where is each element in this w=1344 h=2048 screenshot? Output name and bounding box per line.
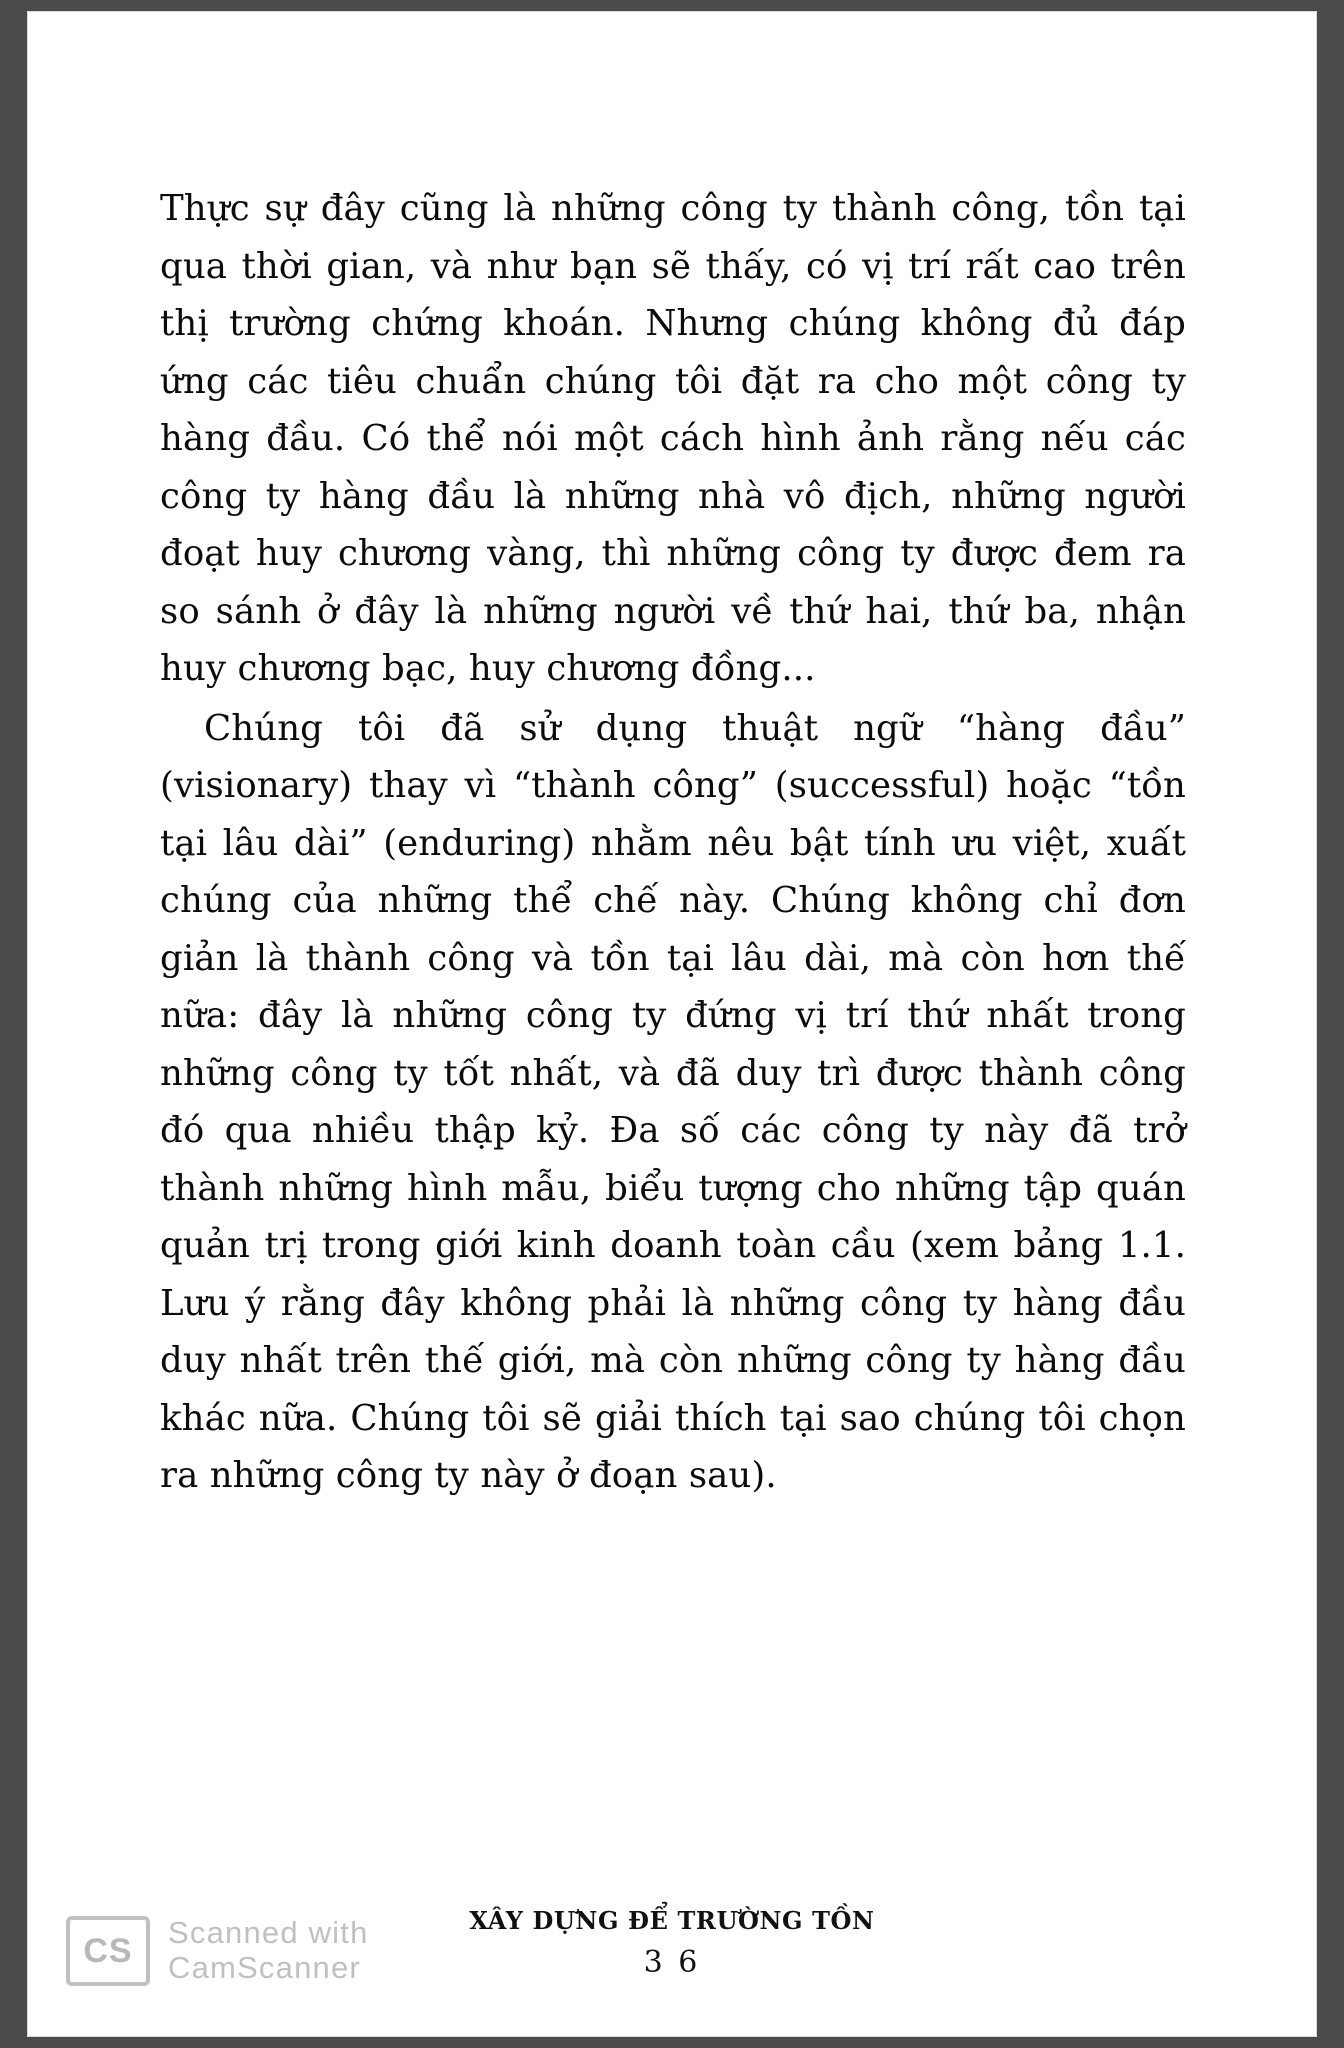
camscanner-watermark xyxy=(66,1916,369,1986)
document-page xyxy=(28,12,1316,2036)
camscanner-logo-icon: CS xyxy=(66,1916,150,1986)
paragraph: Thực sự đây cũng là những công ty thành công, tồn tại qua thời gian, và như bạn sẽ thấy, có vị trí rất cao trên thị trường chứng khoán. Nhưng chúng không đủ đáp ứng các tiêu chuẩn chúng tôi đặt ra cho một công ty hàng đầu. Có thể nói một cách hình ảnh rằng nếu các công ty hàng đầu là những nhà vô địch, những người đoạt huy chương vàng, thì những công ty được đem ra so sánh ở đây là những người về thứ hai, thứ ba, nhận huy chương bạc, huy chương đồng... xyxy=(160,188,1186,689)
camscanner-watermark-text xyxy=(168,1916,369,1985)
page-number: 3 6 xyxy=(643,1945,701,1980)
watermark-line-2: CamScanner xyxy=(168,1950,361,1985)
paragraph: Chúng tôi đã sử dụng thuật ngữ “hàng đầu” (visionary) thay vì “thành công” (successful) hoặc “tồn tại lâu dài” (enduring) nhằm nêu bật tính ưu việt, xuất chúng của những thể chế này. Chúng không chỉ đơn giản là thành công và tồn tại lâu dài, mà còn hơn thế nữa: đây là những công ty đứng vị trí thứ nhất trong những công ty tốt nhất, và đã duy trì được thành công đó qua nhiều thập kỷ. Đa số các công ty này đã trở thành những hình mẫu, biểu tượng cho những tập quán quản trị trong giới kinh doanh toàn cầu (xem bảng 1.1. Lưu ý rằng đây không phải là những công ty hàng đầu duy nhất trên thế giới, mà còn những công ty hàng đầu khác nữa. Chúng tôi sẽ giải thích tại sao chúng tôi chọn ra những công ty này ở đoạn sau). xyxy=(160,707,1186,1496)
footer-book-title: XÂY DỰNG ĐỂ TRƯỜNG TỒN xyxy=(469,1906,875,1935)
page-body xyxy=(160,180,1186,1505)
watermark-line-1: Scanned with xyxy=(168,1915,369,1951)
